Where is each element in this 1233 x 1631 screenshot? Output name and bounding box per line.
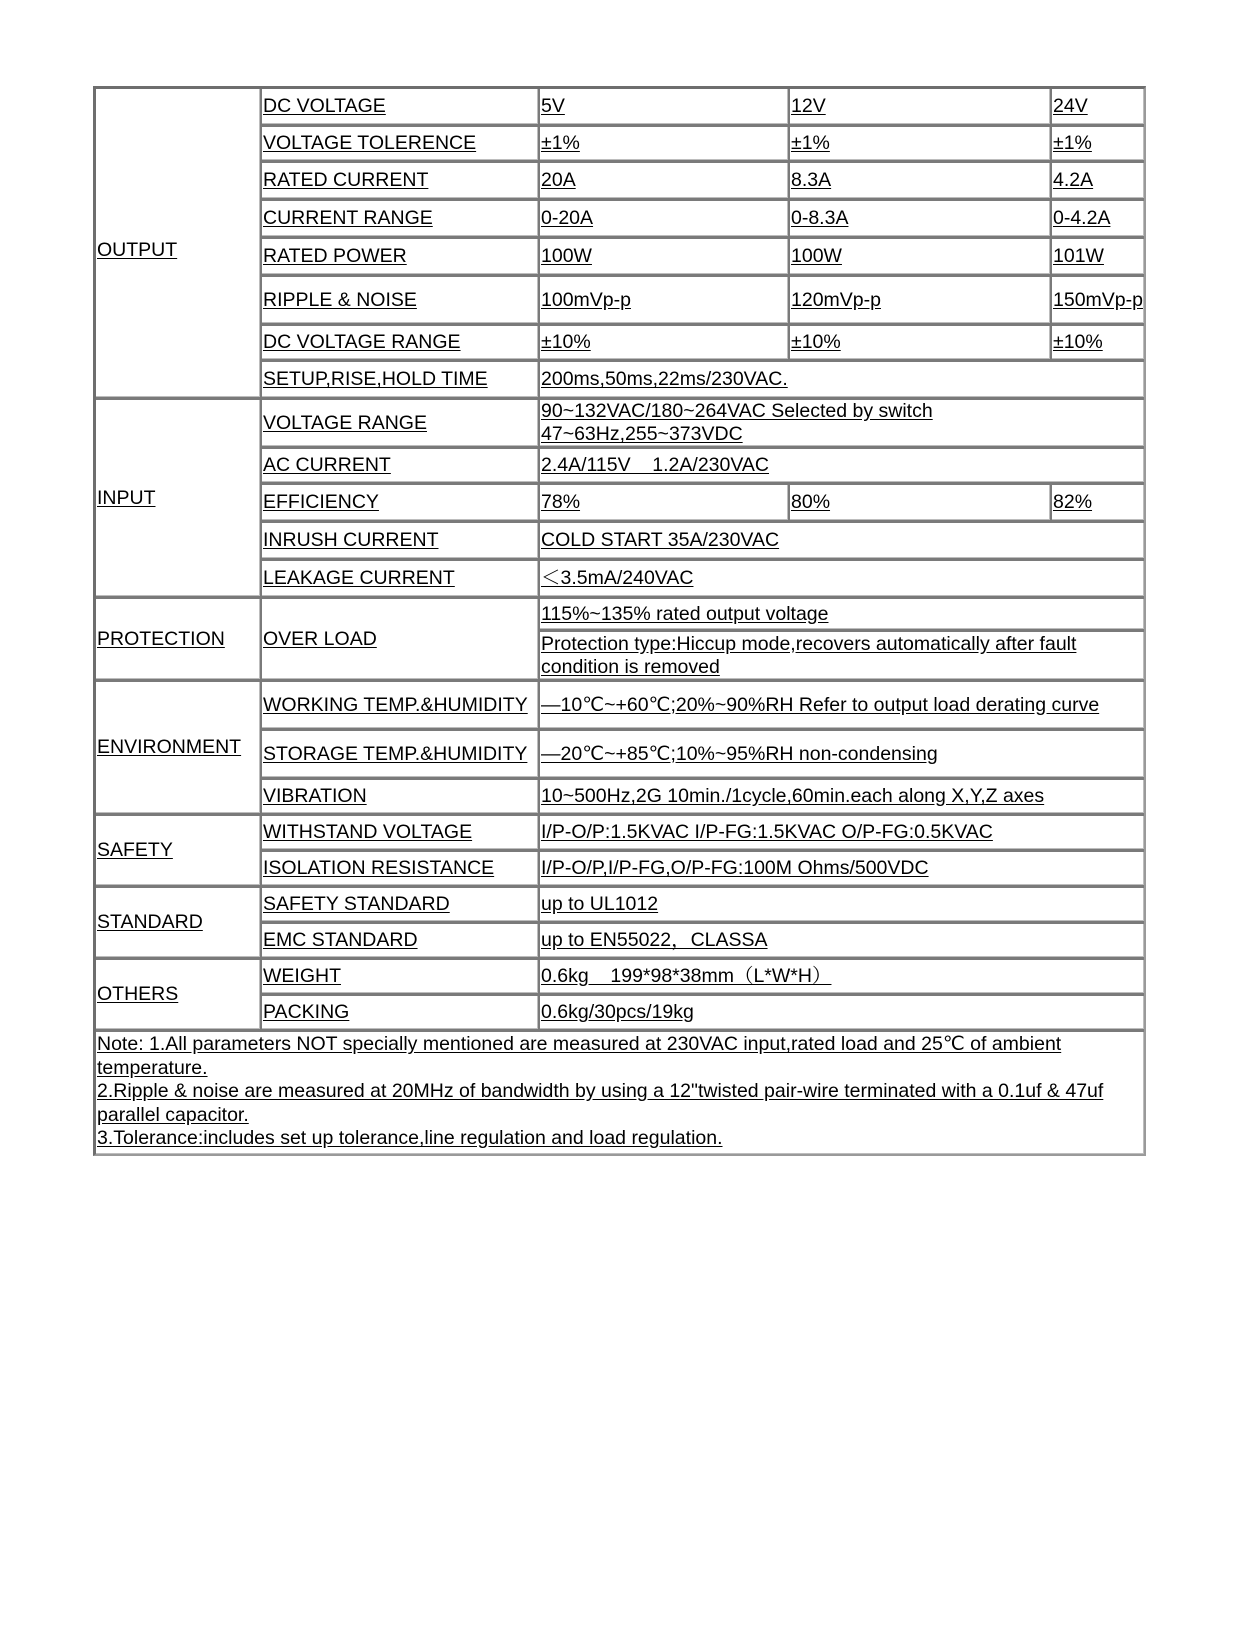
- value-rated-current-12v: 8.3A: [790, 163, 1052, 201]
- value-voltage-range-line2: 47~63Hz,255~373VDC: [541, 423, 743, 445]
- value-dc-voltage-5v: 5V: [540, 89, 790, 127]
- section-input: INPUT: [96, 400, 262, 599]
- label-isolation-resistance: ISOLATION RESISTANCE: [262, 852, 540, 888]
- label-rated-power: RATED POWER: [262, 239, 540, 277]
- value-dc-voltage-12v: 12V: [790, 89, 1052, 127]
- label-withstand-voltage: WITHSTAND VOLTAGE: [262, 816, 540, 852]
- label-inrush-current: INRUSH CURRENT: [262, 523, 540, 561]
- row-weight: [96, 960, 1144, 996]
- note-1: Note: 1.All parameters NOT specially mentioned are measured at 230VAC input,rated load and 25℃ of ambient temperature.: [97, 1033, 1062, 1079]
- value-dc-voltage-range-5v: ±10%: [540, 326, 790, 362]
- value-over-load-trigger: 115%~135% rated output voltage: [540, 599, 1144, 632]
- section-output: OUTPUT: [96, 89, 262, 400]
- value-over-load-type: Protection type:Hiccup mode,recovers automatically after fault condition is removed: [540, 632, 1144, 682]
- label-storage-temp: STORAGE TEMP.&HUMIDITY: [262, 731, 540, 780]
- value-vibration: 10~500Hz,2G 10min./1cycle,60min.each along X,Y,Z axes: [540, 780, 1144, 816]
- label-voltage-tolerance: VOLTAGE TOLERENCE: [262, 127, 540, 163]
- value-voltage-tolerance-12v: ±1%: [790, 127, 1052, 163]
- label-voltage-range: VOLTAGE RANGE: [262, 400, 540, 449]
- value-efficiency-12v: 80%: [790, 485, 1052, 523]
- section-safety: SAFETY: [96, 816, 262, 888]
- spec-table: [93, 86, 1146, 1156]
- notes-cell: [96, 1032, 1144, 1154]
- label-rated-current: RATED CURRENT: [262, 163, 540, 201]
- label-emc-standard: EMC STANDARD: [262, 924, 540, 960]
- section-standard: STANDARD: [96, 888, 262, 960]
- value-setup-rise-hold: 200ms,50ms,22ms/230VAC.: [540, 362, 1144, 400]
- value-dc-voltage-range-12v: ±10%: [790, 326, 1052, 362]
- row-over-load-1: [96, 599, 1144, 632]
- label-current-range: CURRENT RANGE: [262, 201, 540, 239]
- value-ac-current: 2.4A/115V 1.2A/230VAC: [540, 449, 1144, 485]
- label-ac-current: AC CURRENT: [262, 449, 540, 485]
- value-dc-voltage-range-24v: ±10%: [1052, 326, 1144, 362]
- label-over-load: OVER LOAD: [262, 599, 540, 682]
- value-voltage-range: [540, 400, 1144, 449]
- value-current-range-24v: 0-4.2A: [1052, 201, 1144, 239]
- value-efficiency-5v: 78%: [540, 485, 790, 523]
- label-efficiency: EFFICIENCY: [262, 485, 540, 523]
- label-dc-voltage-range: DC VOLTAGE RANGE: [262, 326, 540, 362]
- label-leakage-current: LEAKAGE CURRENT: [262, 561, 540, 599]
- value-current-range-12v: 0-8.3A: [790, 201, 1052, 239]
- value-withstand-voltage: I/P-O/P:1.5KVAC I/P-FG:1.5KVAC O/P-FG:0.5KVAC: [540, 816, 1144, 852]
- value-rated-power-5v: 100W: [540, 239, 790, 277]
- label-dc-voltage: DC VOLTAGE: [262, 89, 540, 127]
- row-voltage-range: [96, 400, 1144, 449]
- value-packing: 0.6kg/30pcs/19kg: [540, 996, 1144, 1032]
- value-rated-current-24v: 4.2A: [1052, 163, 1144, 201]
- value-safety-standard: up to UL1012: [540, 888, 1144, 924]
- value-inrush-current: COLD START 35A/230VAC: [540, 523, 1144, 561]
- row-withstand-voltage: [96, 816, 1144, 852]
- value-working-temp: —10℃~+60℃;20%~90%RH Refer to output load derating curve: [540, 682, 1144, 731]
- value-ripple-noise-12v: 120mVp-p: [790, 277, 1052, 326]
- value-current-range-5v: 0-20A: [540, 201, 790, 239]
- value-storage-temp: —20℃~+85℃;10%~95%RH non-condensing: [540, 731, 1144, 780]
- value-rated-power-24v: 101W: [1052, 239, 1144, 277]
- row-notes: [96, 1032, 1144, 1154]
- value-dc-voltage-24v: 24V: [1052, 89, 1144, 127]
- row-safety-standard: [96, 888, 1144, 924]
- value-voltage-tolerance-5v: ±1%: [540, 127, 790, 163]
- value-rated-current-5v: 20A: [540, 163, 790, 201]
- value-voltage-range-line1: 90~132VAC/180~264VAC Selected by switch: [541, 400, 933, 422]
- label-safety-standard: SAFETY STANDARD: [262, 888, 540, 924]
- value-efficiency-24v: 82%: [1052, 485, 1144, 523]
- value-leakage-current: ＜3.5mA/240VAC: [540, 561, 1144, 599]
- value-weight: 0.6kg 199*98*38mm（L*W*H）: [540, 960, 1144, 996]
- section-protection: PROTECTION: [96, 599, 262, 682]
- label-working-temp: WORKING TEMP.&HUMIDITY: [262, 682, 540, 731]
- value-rated-power-12v: 100W: [790, 239, 1052, 277]
- value-emc-standard: up to EN55022，CLASSA: [540, 924, 1144, 960]
- note-2: 2.Ripple & noise are measured at 20MHz of bandwidth by using a 12"twisted pair-wire terminated with a 0.1uf & 47uf parallel capacitor.: [97, 1080, 1104, 1126]
- label-setup-rise-hold: SETUP,RISE,HOLD TIME: [262, 362, 540, 400]
- value-ripple-noise-24v: 150mVp-p: [1052, 277, 1144, 326]
- value-voltage-tolerance-24v: ±1%: [1052, 127, 1144, 163]
- row-working-temp: [96, 682, 1144, 731]
- note-3: 3.Tolerance:includes set up tolerance,line regulation and load regulation.: [97, 1127, 723, 1149]
- row-dc-voltage: [96, 89, 1144, 127]
- label-weight: WEIGHT: [262, 960, 540, 996]
- section-environment: ENVIRONMENT: [96, 682, 262, 816]
- label-vibration: VIBRATION: [262, 780, 540, 816]
- label-ripple-noise: RIPPLE & NOISE: [262, 277, 540, 326]
- value-ripple-noise-5v: 100mVp-p: [540, 277, 790, 326]
- section-others: OTHERS: [96, 960, 262, 1032]
- value-isolation-resistance: I/P-O/P,I/P-FG,O/P-FG:100M Ohms/500VDC: [540, 852, 1144, 888]
- label-packing: PACKING: [262, 996, 540, 1032]
